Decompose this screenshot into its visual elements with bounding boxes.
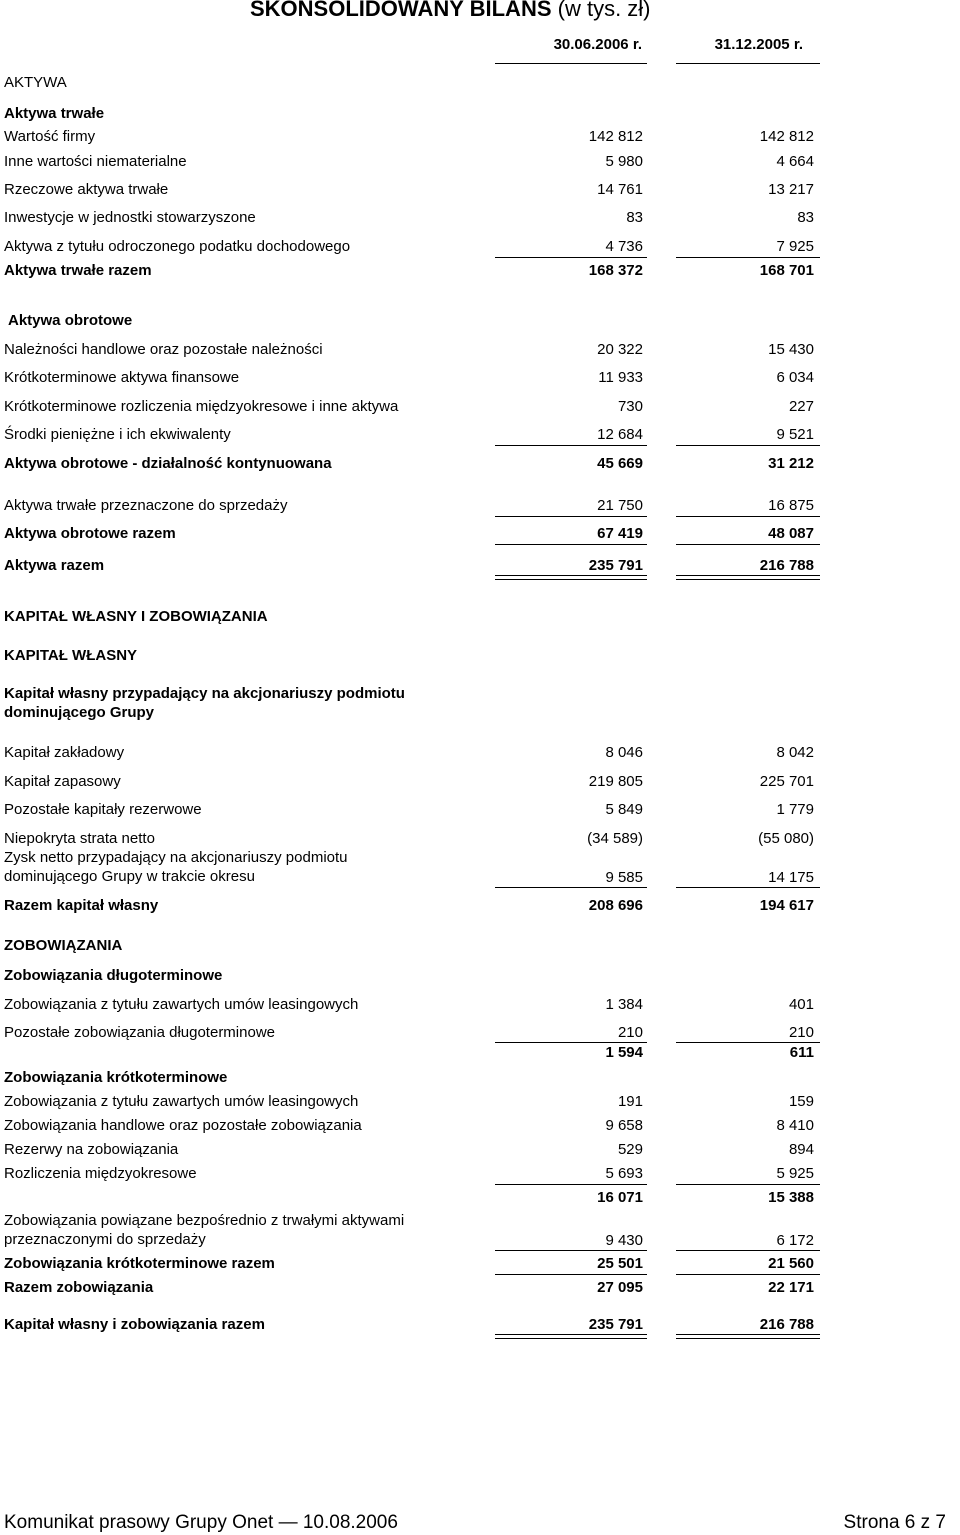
value-2005: 401 bbox=[788, 996, 814, 1013]
table-row bbox=[4, 1211, 820, 1251]
value-2006: 5 980 bbox=[605, 153, 643, 170]
subsection-heading bbox=[4, 684, 820, 724]
value-2006: 11 933 bbox=[598, 369, 643, 386]
value-2005: 6 034 bbox=[776, 369, 814, 386]
subtotal-line bbox=[676, 445, 820, 446]
value-2005: 168 701 bbox=[759, 262, 814, 279]
value-2005: 611 bbox=[789, 1044, 814, 1061]
subtotal-line bbox=[495, 516, 647, 517]
row-label: Zobowiązania krótkoterminowe bbox=[4, 1069, 228, 1086]
value-2005: 216 788 bbox=[759, 557, 814, 574]
value-2006: 16 071 bbox=[597, 1189, 643, 1206]
row-label: AKTYWA bbox=[4, 74, 67, 91]
subtotal-line bbox=[495, 1274, 647, 1275]
column-header-2005: 31.12.2005 r. bbox=[714, 36, 803, 53]
row-label: Aktywa z tytułu odroczonego podatku dochodowego bbox=[4, 238, 351, 255]
row-label: Zobowiązania krótkoterminowe razem bbox=[4, 1255, 275, 1272]
value-2005: 894 bbox=[788, 1141, 814, 1158]
value-2006: 25 501 bbox=[597, 1255, 643, 1272]
value-2005: 216 788 bbox=[759, 1316, 814, 1333]
value-2005: 6 172 bbox=[776, 1232, 814, 1249]
value-2006: 1 384 bbox=[605, 996, 643, 1013]
row-label: Aktywa trwałe przeznaczone do sprzedaży bbox=[4, 497, 288, 514]
column-header-2006: 30.06.2006 r. bbox=[553, 36, 642, 53]
row-label: Zysk netto przypadający na akcjonariuszy podmiotu dominującego Grupy w trakcie okresu bbox=[4, 849, 348, 885]
value-2005: 8 410 bbox=[776, 1117, 814, 1134]
row-label: Krótkoterminowe rozliczenia międzyokresowe i inne aktywa bbox=[4, 398, 399, 415]
value-2005: 15 388 bbox=[768, 1189, 814, 1206]
row-label: Kapitał własny i zobowiązania razem bbox=[4, 1316, 265, 1333]
column-underline bbox=[676, 63, 820, 64]
value-2006: 9 585 bbox=[605, 869, 643, 886]
value-2005: 4 664 bbox=[776, 153, 814, 170]
value-2005: 15 430 bbox=[768, 341, 814, 358]
value-2005: 1 779 bbox=[776, 801, 814, 818]
row-label: Zobowiązania z tytułu zawartych umów leasingowych bbox=[4, 996, 359, 1013]
row-label: Kapitał zakładowy bbox=[4, 744, 125, 761]
row-label: Niepokryta strata netto bbox=[4, 830, 155, 847]
value-2005: 142 812 bbox=[759, 128, 814, 145]
row-label: Aktywa obrotowe bbox=[8, 312, 133, 329]
row-label: Rozliczenia międzyokresowe bbox=[4, 1165, 197, 1182]
value-2005: (55 080) bbox=[758, 830, 814, 847]
subtotal-line bbox=[495, 887, 647, 888]
value-2005: 8 042 bbox=[776, 744, 814, 761]
subtotal-line bbox=[676, 1250, 820, 1251]
title-main: SKONSOLIDOWANY BILANS bbox=[250, 0, 552, 21]
row-label: Aktywa obrotowe razem bbox=[4, 525, 176, 542]
value-2006: 730 bbox=[617, 398, 643, 415]
value-2005: 9 521 bbox=[776, 426, 814, 443]
double-underline bbox=[676, 575, 820, 580]
subtotal-line bbox=[495, 1250, 647, 1251]
row-label: Inne wartości niematerialne bbox=[4, 153, 187, 170]
row-label: Pozostałe zobowiązania długoterminowe bbox=[4, 1024, 275, 1041]
value-2006: 210 bbox=[617, 1024, 643, 1041]
row-label: Środki pieniężne i ich ekwiwalenty bbox=[4, 426, 231, 443]
value-2005: 225 701 bbox=[759, 773, 814, 790]
table-row bbox=[4, 848, 820, 888]
subtotal-line bbox=[676, 887, 820, 888]
footer-page-number: Strona 6 z 7 bbox=[843, 1512, 946, 1533]
subtotal-line bbox=[676, 257, 820, 258]
value-2006: 168 372 bbox=[588, 262, 643, 279]
value-2005: 7 925 bbox=[776, 238, 814, 255]
value-2006: 9 658 bbox=[605, 1117, 643, 1134]
value-2005: 227 bbox=[788, 398, 814, 415]
row-label: Zobowiązania powiązane bezpośrednio z trwałymi aktywami przeznaczonymi do sprzedaży bbox=[4, 1212, 405, 1248]
row-label: KAPITAŁ WŁASNY bbox=[4, 647, 138, 664]
row-label: Wartość firmy bbox=[4, 128, 96, 145]
value-2006: 12 684 bbox=[597, 426, 643, 443]
value-2006: 27 095 bbox=[597, 1279, 643, 1296]
title-unit: (w tys. zł) bbox=[551, 0, 651, 21]
row-label: KAPITAŁ WŁASNY I ZOBOWIĄZANIA bbox=[4, 608, 268, 625]
value-2006: 5 849 bbox=[605, 801, 643, 818]
row-label: ZOBOWIĄZANIA bbox=[4, 937, 123, 954]
value-2006: 21 750 bbox=[597, 497, 643, 514]
page-title bbox=[250, 0, 651, 22]
subtotal-line bbox=[676, 516, 820, 517]
value-2005: 210 bbox=[788, 1024, 814, 1041]
subtotal-line bbox=[676, 544, 820, 545]
double-underline bbox=[495, 575, 647, 580]
row-label: Należności handlowe oraz pozostałe należności bbox=[4, 341, 323, 358]
subtotal-line bbox=[495, 445, 647, 446]
row-label: Aktywa obrotowe - działalność kontynuowana bbox=[4, 455, 332, 472]
double-underline bbox=[676, 1334, 820, 1339]
value-2005: 5 925 bbox=[776, 1165, 814, 1182]
subtotal-line bbox=[495, 257, 647, 258]
value-2005: 31 212 bbox=[768, 455, 814, 472]
value-2005: 21 560 bbox=[768, 1255, 814, 1272]
row-label: Aktywa razem bbox=[4, 557, 105, 574]
row-label: Rzeczowe aktywa trwałe bbox=[4, 181, 169, 198]
subtotal-line bbox=[676, 1184, 820, 1185]
value-2006: 20 322 bbox=[597, 341, 643, 358]
column-underline bbox=[495, 63, 647, 64]
value-2006: 83 bbox=[626, 209, 643, 226]
row-label: Kapitał zapasowy bbox=[4, 773, 121, 790]
row-label: Pozostałe kapitały rezerwowe bbox=[4, 801, 202, 818]
value-2005: 48 087 bbox=[768, 525, 814, 542]
value-2005: 22 171 bbox=[768, 1279, 814, 1296]
value-2006: 208 696 bbox=[588, 897, 643, 914]
value-2006: 67 419 bbox=[597, 525, 643, 542]
value-2005: 14 175 bbox=[768, 869, 814, 886]
row-label: Aktywa trwałe bbox=[4, 105, 105, 122]
value-2006: 8 046 bbox=[605, 744, 643, 761]
value-2005: 16 875 bbox=[768, 497, 814, 514]
value-2005: 159 bbox=[788, 1093, 814, 1110]
value-2006: 14 761 bbox=[597, 181, 643, 198]
value-2006: (34 589) bbox=[587, 830, 643, 847]
row-label: Razem zobowiązania bbox=[4, 1279, 154, 1296]
row-label: Rezerwy na zobowiązania bbox=[4, 1141, 179, 1158]
value-2006: 235 791 bbox=[588, 1316, 643, 1333]
value-2005: 83 bbox=[797, 209, 814, 226]
value-2006: 4 736 bbox=[605, 238, 643, 255]
row-label: Inwestycje w jednostki stowarzyszone bbox=[4, 209, 256, 226]
value-2006: 5 693 bbox=[605, 1165, 643, 1182]
value-2006: 45 669 bbox=[597, 455, 643, 472]
footer-publication: Komunikat prasowy Grupy Onet — 10.08.2006 bbox=[4, 1512, 398, 1533]
value-2006: 529 bbox=[617, 1141, 643, 1158]
row-label: Zobowiązania długoterminowe bbox=[4, 967, 223, 984]
value-2006: 191 bbox=[617, 1093, 643, 1110]
value-2006: 1 594 bbox=[605, 1044, 643, 1061]
double-underline bbox=[495, 1334, 647, 1339]
row-label: Kapitał własny przypadający na akcjonariuszy podmiotu dominującego Grupy bbox=[4, 685, 405, 721]
value-2006: 235 791 bbox=[588, 557, 643, 574]
row-label: Aktywa trwałe razem bbox=[4, 262, 152, 279]
row-label: Krótkoterminowe aktywa finansowe bbox=[4, 369, 240, 386]
row-label: Zobowiązania z tytułu zawartych umów leasingowych bbox=[4, 1093, 359, 1110]
value-2005: 194 617 bbox=[759, 897, 814, 914]
subtotal-line bbox=[676, 1274, 820, 1275]
row-label: Zobowiązania handlowe oraz pozostałe zobowiązania bbox=[4, 1117, 362, 1134]
row-label: Razem kapitał własny bbox=[4, 897, 159, 914]
subtotal-line bbox=[495, 544, 647, 545]
value-2005: 13 217 bbox=[768, 181, 814, 198]
value-2006: 9 430 bbox=[605, 1232, 643, 1249]
value-2006: 219 805 bbox=[588, 773, 643, 790]
value-2006: 142 812 bbox=[588, 128, 643, 145]
subtotal-line bbox=[495, 1184, 647, 1185]
